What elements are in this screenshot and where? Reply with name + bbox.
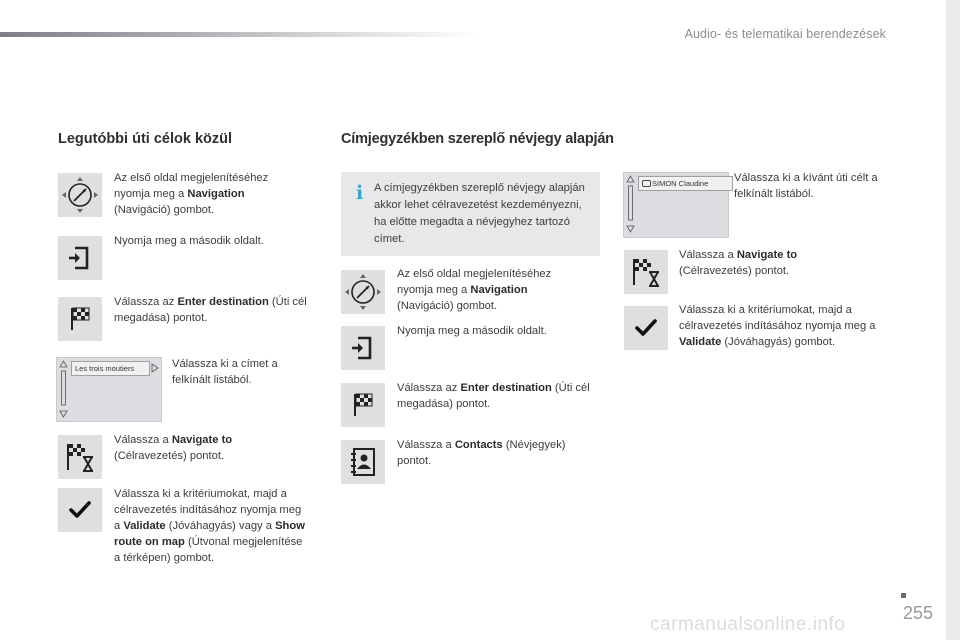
next-page-icon <box>348 333 378 363</box>
left-step-3-text: Válassza az Enter destination (Úti cél megadása) pontot. <box>114 296 307 324</box>
car-icon <box>642 180 651 187</box>
left-step-6-text: Válassza ki a kritériumokat, majd a célravezetés indításához nyomja meg a Validate (Jóváhagyás) vagy a Show route on map (Útvonal megjelenítése a térképen) gombot. <box>114 488 305 564</box>
watermark: carmanualsonline.info <box>650 614 846 635</box>
header-title: Audio- és telematikai berendezések <box>684 27 886 41</box>
right-validate-button <box>624 306 668 350</box>
checkered-flag-icon <box>348 390 378 420</box>
middle-step-4-text: Válassza a Contacts (Névjegyek) pontot. <box>397 439 566 467</box>
navigation-compass-icon <box>60 175 100 215</box>
end-marker <box>901 593 906 598</box>
list-item-selected: Les trois moutiers <box>71 361 150 376</box>
header-gradient-bar <box>0 32 480 37</box>
right-step-1-text: Válassza ki a kívánt úti célt a felkínált listából. <box>734 172 878 200</box>
page-edge-strip <box>946 0 960 640</box>
navigate-to-icon <box>630 256 662 288</box>
right-step-3-text: Válassza ki a kritériumokat, majd a célravezetés indításához nyomja meg a Validate (Jóváhagyás) gombot. <box>679 304 876 348</box>
list-scrollbar-icon <box>59 360 68 418</box>
checkered-flag-icon <box>65 304 95 334</box>
info-text: A címjegyzékben szereplő névjegy alapján akkor lehet célravezetést kezdeményezni, ha előtte megadta a névjegyhez tartozó címet. <box>374 182 585 245</box>
middle-step-1-text: Az első oldal megjelenítéséhez nyomja meg a Navigation (Navigáció) gombot. <box>397 268 552 312</box>
validate-button <box>58 488 102 532</box>
checkmark-icon <box>633 315 659 341</box>
next-page-icon <box>65 243 95 273</box>
right-step-2-text: Válassza a Navigate to (Célravezetés) pontot. <box>679 249 798 277</box>
next-page-button <box>58 236 102 280</box>
contacts-icon <box>346 445 380 479</box>
navigate-to-button <box>58 435 102 479</box>
middle-navigation-button <box>341 270 385 314</box>
left-section-title: Legutóbbi úti célok közül <box>58 131 232 147</box>
right-navigate-to-button <box>624 250 668 294</box>
page-number: 255 <box>903 603 934 623</box>
middle-section-title: Címjegyzékben szereplő névjegy alapján <box>341 131 614 147</box>
enter-destination-button <box>58 297 102 341</box>
checkmark-icon <box>67 497 93 523</box>
contact-list-screen <box>623 172 729 238</box>
middle-step-2-text: Nyomja meg a második oldalt. <box>397 325 547 337</box>
navigate-to-icon <box>64 441 96 473</box>
list-scrollbar-icon <box>626 175 635 233</box>
contacts-button <box>341 440 385 484</box>
middle-enter-destination-button <box>341 383 385 427</box>
destination-list-screen <box>56 357 162 422</box>
left-step-1-text: Az első oldal megjelenítéséhez nyomja meg a Navigation (Navigáció) gombot. <box>114 172 269 216</box>
navigation-compass-icon <box>343 272 383 312</box>
left-step-2-text: Nyomja meg a második oldalt. <box>114 235 264 247</box>
info-box <box>341 172 600 256</box>
navigation-button <box>58 173 102 217</box>
contact-list-item-selected <box>638 176 733 191</box>
contact-name: SIMON Claudine <box>652 179 709 188</box>
list-arrow-right-icon <box>151 363 159 373</box>
left-step-4-text: Válassza ki a címet a felkínált listából. <box>172 358 278 386</box>
info-icon: i <box>356 182 364 204</box>
middle-next-page-button <box>341 326 385 370</box>
middle-step-3-text: Válassza az Enter destination (Úti cél megadása) pontot. <box>397 382 590 410</box>
left-step-5-text: Válassza a Navigate to (Célravezetés) pontot. <box>114 434 233 462</box>
